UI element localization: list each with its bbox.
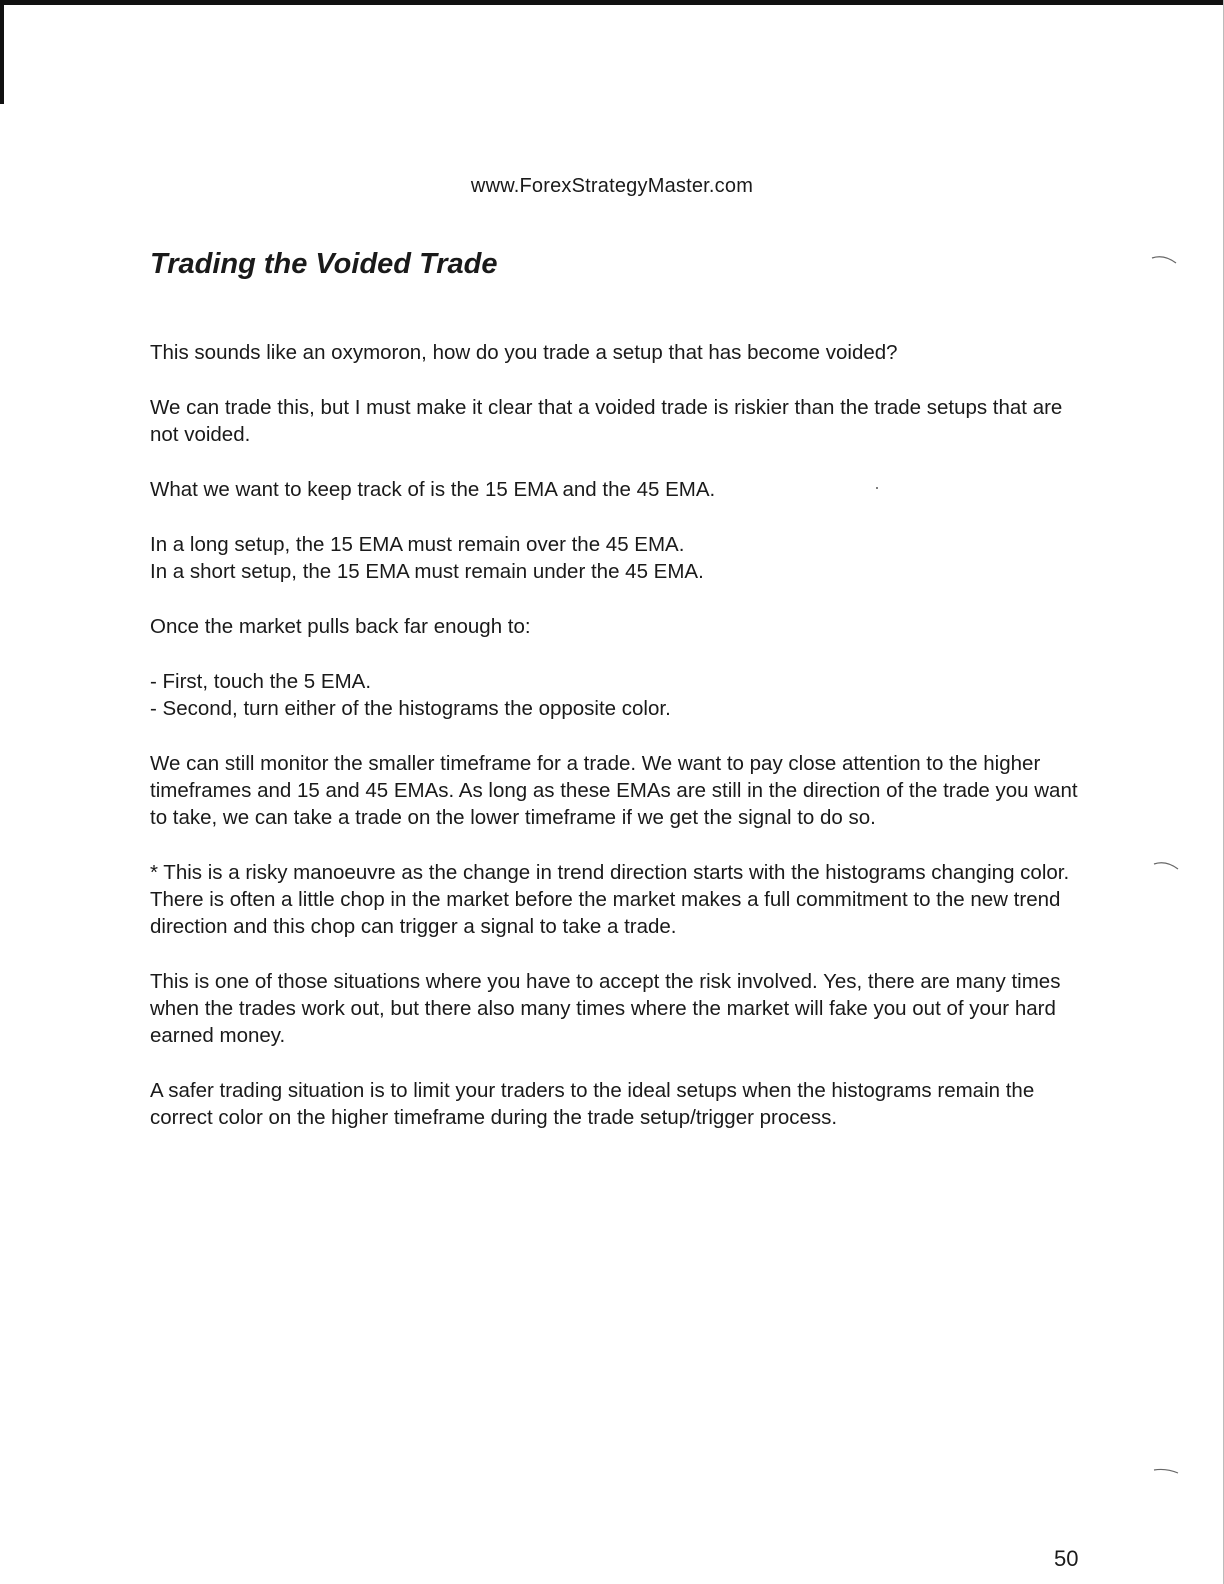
list-item: - Second, turn either of the histograms the opposite color. — [150, 697, 671, 720]
text-line: We can still monitor the smaller timeframe for a trade. We want to pay close attention to the higher timeframes and 15 and 45 EMAs. As long as these EMAs are still in the direction of the trade you want to take, we can take a trade on the lower timeframe if we get the signal to do so. — [150, 752, 1078, 829]
paragraph — [150, 339, 1080, 366]
scan-artifact-dot — [876, 487, 878, 489]
text-line: This is one of those situations where you have to accept the risk involved. Yes, there are many times when the trades work out, but there also many times where the market will fake you out of your hard earned money. — [150, 970, 1061, 1047]
scan-border-top — [0, 0, 1224, 5]
scan-artifact-mark — [1152, 858, 1182, 872]
paragraph — [150, 859, 1080, 940]
text-line: In a short setup, the 15 EMA must remain under the 45 EMA. — [150, 560, 704, 583]
page-number: 50 — [1054, 1546, 1079, 1571]
paragraph — [150, 476, 1080, 503]
text-line: We can trade this, but I must make it clear that a voided trade is riskier than the trade setups that are not voided. — [150, 396, 1063, 446]
page-header-url: www.ForexStrategyMaster.com — [470, 175, 754, 197]
paragraph — [150, 1077, 1080, 1131]
scan-artifact-mark — [1152, 1464, 1182, 1478]
paragraph — [150, 394, 1080, 448]
paragraph — [150, 750, 1080, 831]
paragraph — [150, 613, 1080, 640]
text-line: Once the market pulls back far enough to: — [150, 615, 531, 638]
text-line: * This is a risky manoeuvre as the change in trend direction starts with the histograms changing color. There is often a little chop in the market before the market makes a full commitment to the new trend direction and this chop can trigger a signal to take a trade. — [150, 861, 1070, 938]
text-line: What we want to keep track of is the 15 EMA and the 45 EMA. — [150, 478, 716, 501]
list-item: - First, touch the 5 EMA. — [150, 670, 372, 693]
paragraph — [150, 668, 1080, 722]
paragraph — [150, 968, 1080, 1049]
page-title: Trading the Voided Trade — [150, 248, 498, 280]
paragraph — [150, 531, 1080, 585]
text-line: A safer trading situation is to limit your traders to the ideal setups when the histograms remain the correct color on the higher timeframe during the trade setup/trigger process. — [150, 1079, 1035, 1129]
scan-artifact-mark — [1150, 252, 1180, 266]
text-line: In a long setup, the 15 EMA must remain over the 45 EMA. — [150, 533, 685, 556]
document-body — [150, 339, 1080, 1159]
text-line: This sounds like an oxymoron, how do you trade a setup that has become voided? — [150, 341, 898, 364]
scan-border-left — [0, 0, 4, 104]
